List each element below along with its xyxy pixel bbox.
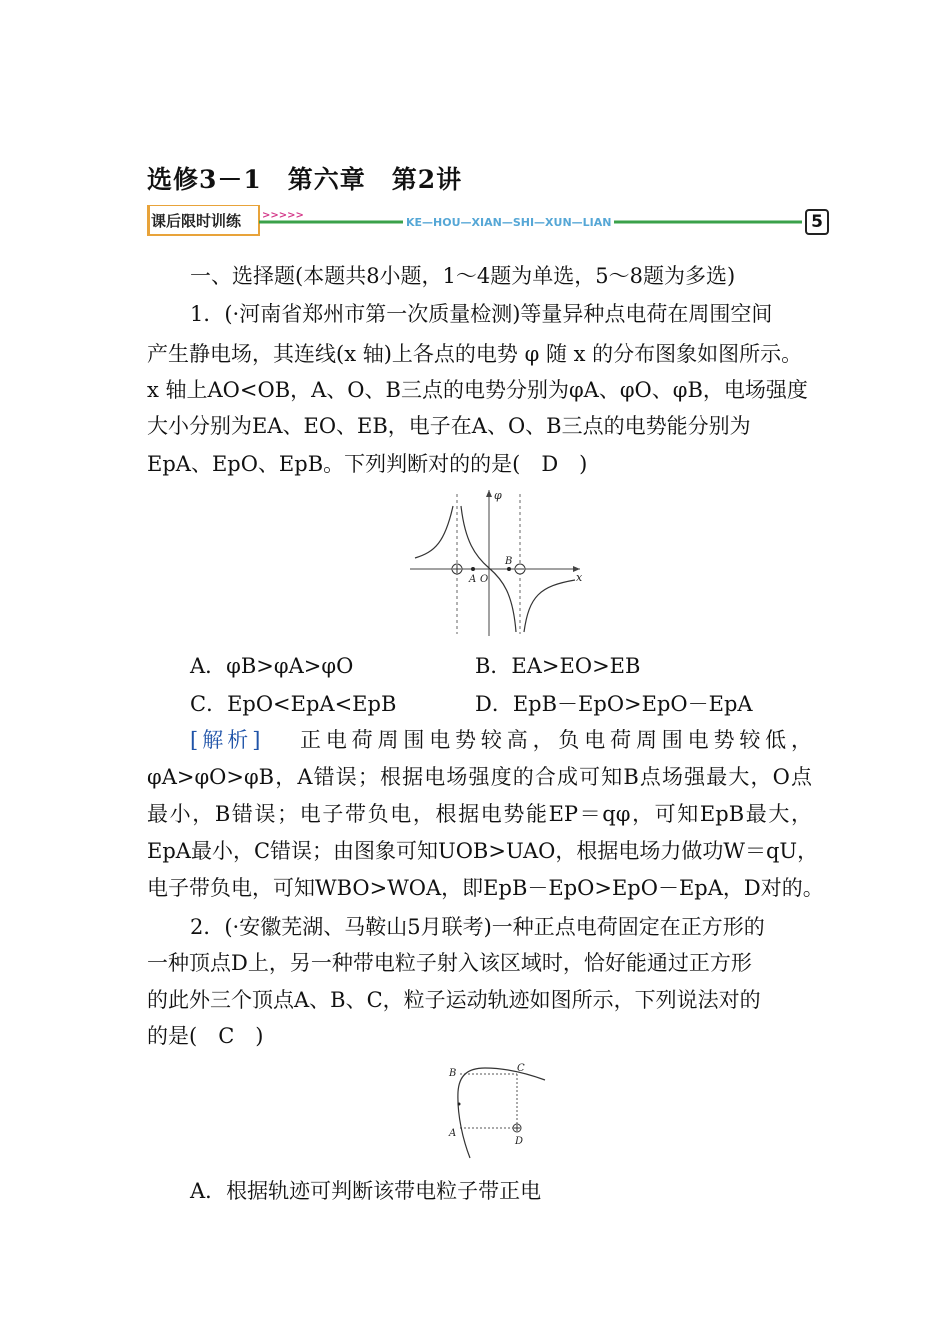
section-heading: 一、选择题(本题共8小题，1～4题为单选，5～8题为多选) [190, 264, 736, 288]
q2-option-a: A．根据轨迹可判断该带电粒子带正电 [190, 1179, 542, 1203]
q1-line-1: 1．(·河南省郑州市第一次质量检测)等量异种点电荷在周围空间 [190, 302, 773, 326]
q1-line-5: EpA、EpO、EpB。下列判断对的的是( D ) [147, 452, 588, 476]
q2-line-2: 一种顶点D上，另一种带电粒子射入该区域时，恰好能通过正方形 [147, 951, 752, 975]
q2-line-1: 2．(·安徽芜湖、马鞍山5月联考)一种正点电荷固定在正方形的 [190, 915, 765, 939]
vertex-A-label: A [449, 1128, 457, 1139]
vertex-B-label: B [449, 1068, 457, 1079]
banner-pinyin: KE—HOU—XIAN—SHI—XUN—LIAN [403, 216, 614, 229]
section-banner [147, 205, 830, 239]
q1-option-a: A．φB>φA>φO [190, 654, 354, 678]
banner-label: 课后限时训练 [151, 212, 242, 230]
analysis-line-5: 电子带负电，可知WBO>WOA，即EpB－EpO>EpO－EpA，D对的。 [147, 876, 824, 900]
trajectory-figure [445, 1060, 550, 1160]
vertex-C-label: C [517, 1063, 525, 1074]
analysis-line-1: 正电荷周围电势较高，负电荷周围电势较低， [300, 728, 812, 752]
page-title: 选修3－1 第六章 第2讲 [147, 165, 463, 194]
q1-option-b: B．EA>EO>EB [475, 654, 641, 678]
analysis-line-4: EpA最小，C错误；由图象可知UOB>UAO，根据电场力做功W＝qU， [147, 839, 819, 863]
point-B-label: B [505, 556, 513, 567]
analysis-line-3: 最小，B错误；电子带负电，根据电势能EP＝qφ，可知EpB最大， [147, 802, 812, 826]
analysis-line-2: φA>φO>φB，A错误；根据电场强度的合成可知B点场强最大，O点 [147, 765, 812, 789]
q1-option-c: C．EpO<EpA<EpB [190, 692, 397, 716]
x-axis-label: x [576, 571, 583, 584]
banner-number: 5 [805, 209, 829, 235]
vertex-D-label: D [515, 1136, 524, 1147]
banner-arrows: >>>>> [262, 210, 304, 221]
q1-line-2: 产生静电场，其连线(x 轴)上各点的电势 φ 随 x 的分布图象如图所示。 [147, 342, 803, 366]
potential-graph [405, 486, 590, 638]
analysis-tag: [解析] [190, 728, 265, 752]
phi-label: φ [494, 489, 502, 502]
q1-line-3: x 轴上AO<OB，A、O、B三点的电势分别为φA、φO、φB，电场强度 [147, 378, 808, 402]
q1-option-d: D．EpB－EpO>EpO－EpA [475, 692, 753, 716]
q2-line-3: 的此外三个顶点A、B、C，粒子运动轨迹如图所示，下列说法对的 [147, 988, 761, 1012]
q2-line-4: 的是( C ) [147, 1024, 264, 1048]
point-O-label: O [480, 574, 489, 585]
q1-line-4: 大小分别为EA、EO、EB，电子在A、O、B三点的电势能分别为 [147, 414, 751, 438]
point-A-label: A [469, 574, 477, 585]
